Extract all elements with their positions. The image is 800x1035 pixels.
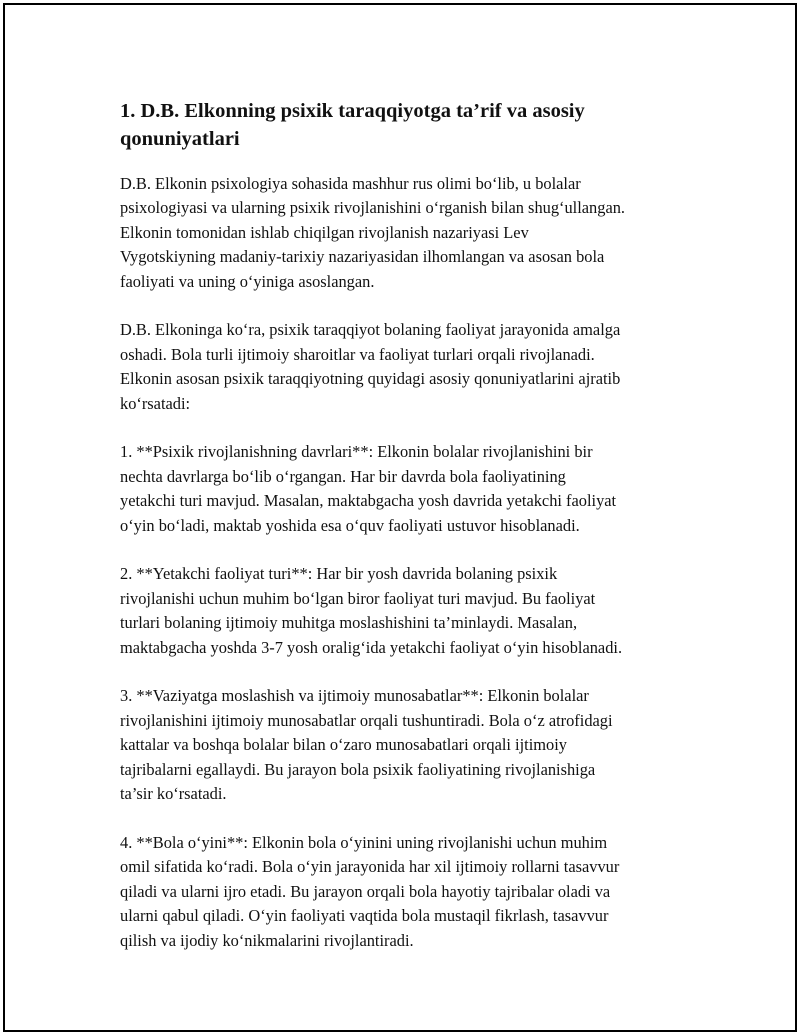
paragraph-item-3: 3. **Vaziyatga moslashish va ijtimoiy munosabatlar**: Elkonin bolalar rivojlanishini ijtimoiy munosabatlar orqali tushuntiradi. Bola o‘z atrofidagi kattalar va boshqa bolalar bilan o‘zaro munosabatlari orqali ijtimoiy tajribalarni egallaydi. Bu jarayon bola psixik faoliyatining rivojlanishiga ta’sir ko‘rsatadi. [120,686,613,804]
paragraph-overview: D.B. Elkoninga ko‘ra, psixik taraqqiyot bolaning faoliyat jarayonida amalga oshadi. Bola turli ijtimoiy sharoitlar va faoliyat turlari orqali rivojlanadi. Elkonin asosan psixik taraqqiyotning quyidagi asosiy qonuniyatlarini ajratib ko‘rsatadi: [120,320,621,413]
document-content [120,97,695,977]
paragraph-item-4: 4. **Bola o‘yini**: Elkonin bola o‘yinini uning rivojlanishi uchun muhim omil sifatida ko‘radi. Bola o‘yin jarayonida har xil ijtimoiy rollarni tasavvur qiladi va ularni ijro etadi. Bu jarayon orqali bola hayotiy tajribalar oladi va ularni qabul qiladi. O‘yin faoliyati vaqtida bola mustaqil fikrlash, tasavvur qilish va ijodiy ko‘nikmalarini rivojlantiradi. [120,832,620,950]
paragraph-item-2: 2. **Yetakchi faoliyat turi**: Har bir yosh davrida bolaning psixik rivojlanishi uchun muhim bo‘lgan biror faoliyat turi mavjud. Bu faoliyat turlari bolaning ijtimoiy muhitga moslashishini ta’minlaydi. Masalan, maktabgacha yoshda 3-7 yosh oralig‘ida yetakchi faoliyat o‘yin hisoblanadi. [120,564,623,657]
document-page [3,3,797,1032]
document-title: 1. D.B. Elkonning psixik taraqqiyotga ta’rif va asosiy qonuniyatlari [120,100,585,150]
paragraph-item-1: 1. **Psixik rivojlanishning davrlari**: Elkonin bolalar rivojlanishini bir nechta davrlarga bo‘lib o‘rgangan. Har bir davrda bola faoliyatining yetakchi turi mavjud. Masalan, maktabgacha yosh davrida yetakchi faoliyat o‘yin bo‘ladi, maktab yoshida esa o‘quv faoliyati ustuvor hisoblanadi. [120,442,617,535]
paragraph-intro: D.B. Elkonin psixologiya sohasida mashhur rus olimi bo‘lib, u bolalar psixologiyasi va ularning psixik rivojlanishini o‘rganish bilan shug‘ullangan. Elkonin tomonidan ishlab chiqilgan rivojlanish nazariyasi Lev Vygotskiyning madaniy-tarixiy nazariyasidan ilhomlangan va asosan bola faoliyati va uning o‘yiniga asoslangan. [120,174,626,291]
